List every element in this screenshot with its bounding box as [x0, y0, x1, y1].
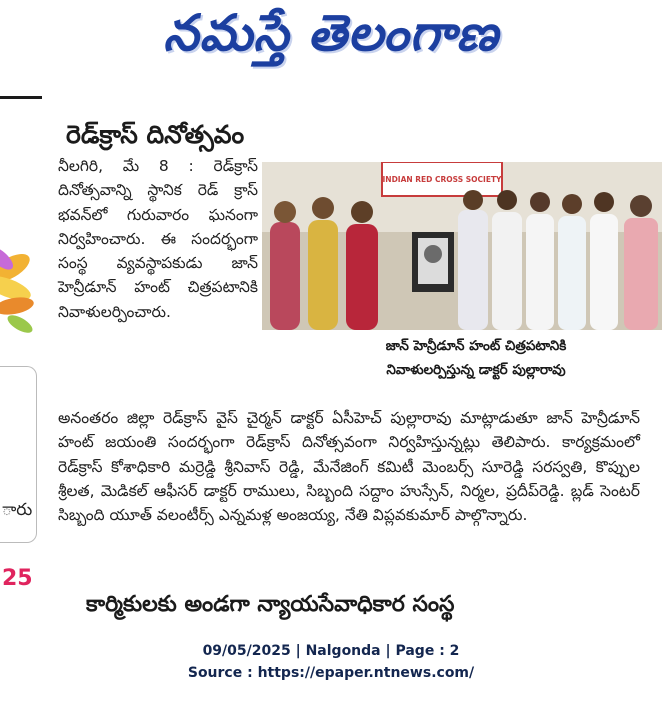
adjacent-number: 25	[2, 566, 33, 591]
masthead	[0, 0, 662, 78]
footer-source-link[interactable]: Source : https://epaper.ntnews.com/	[187, 665, 475, 681]
photo-caption	[262, 334, 662, 394]
article-clipping	[42, 92, 662, 632]
event-photo-icon	[262, 162, 662, 330]
adjacent-article-strip	[0, 208, 42, 638]
caption-line-2: నివాళులర్పిస్తున్న డాక్టర్ పుల్లారావు	[386, 362, 566, 378]
caption-line-1: జాన్ హెన్రీడూన్ హంట్ చిత్రపటానికి	[385, 338, 567, 354]
photo-banner-text: INDIAN RED CROSS SOCIETY	[382, 175, 502, 184]
footer-date-page: 09/05/2025 | Nalgonda | Page : 2	[202, 643, 460, 659]
article-paragraph-body: అనంతరం జిల్లా రెడ్‌క్రాస్ వైస్ చైర్మన్ డాక్టర్ ఏసీహెచ్ పుల్లారావు మాట్లాడుతూ జాన్ హెన్రీడూన్ హంట్ జయంతి సందర్భంగా రెడ్‌క్రాస్ దినోత్సవంగా నిర్వహిస్తున్నట్లు తెలిపారు. కార్యక్రమంలో రెడ్‌క్రాస్ కోశాధికారి మర్రెడ్డి శ్రీనివాస్ రెడ్డి, మేనేజింగ్ కమిటీ మెంబర్స్ సూరెడ్డి సరస్వతి, కొప్పుల శ్రీలత, మెడికల్ ఆఫీసర్ డాక్టర్ రాములు, సిబ్బంది సద్దాం హుస్సేన్, నిర్మల, ప్రదీప్‌రెడ్డి. బ్లడ్ సెంటర్ సిబ్బంది యూత్ వలంటీర్స్ ఎన్నమళ్ల అంజయ్య, నేతి విప్లవకుమార్ పాల్గొన్నారు.	[58, 409, 640, 525]
next-article-headline: కార్మికులకు అండగా న్యాయసేవాధికార సంస్థ	[86, 592, 455, 617]
newspaper-title: నమస్తే తెలంగాణ	[163, 3, 499, 62]
article-paragraph-intro: నీలగిరి, మే 8 : రెడ్‌క్రాస్ దినోత్సవాన్ని స్థానిక రెడ్ క్రాస్ భవన్‌లో గురువారం ఘనంగా నిర్వహించారు. ఈ సందర్భంగా సంస్థ వ్యవస్థాపకుడు జాన్ హెన్రీడూన్ హంట్ చిత్రపటానికి నివాళులర్పించారు.	[58, 157, 258, 321]
column-divider	[0, 96, 42, 99]
photo-image	[262, 162, 662, 330]
article-photo	[262, 162, 662, 410]
footer-source	[0, 640, 662, 684]
flower-art-icon	[0, 228, 40, 348]
adjacent-text-fragment: ారు	[2, 500, 33, 520]
article-headline: రెడ్‌క్రాస్ దినోత్సవం	[66, 120, 245, 149]
